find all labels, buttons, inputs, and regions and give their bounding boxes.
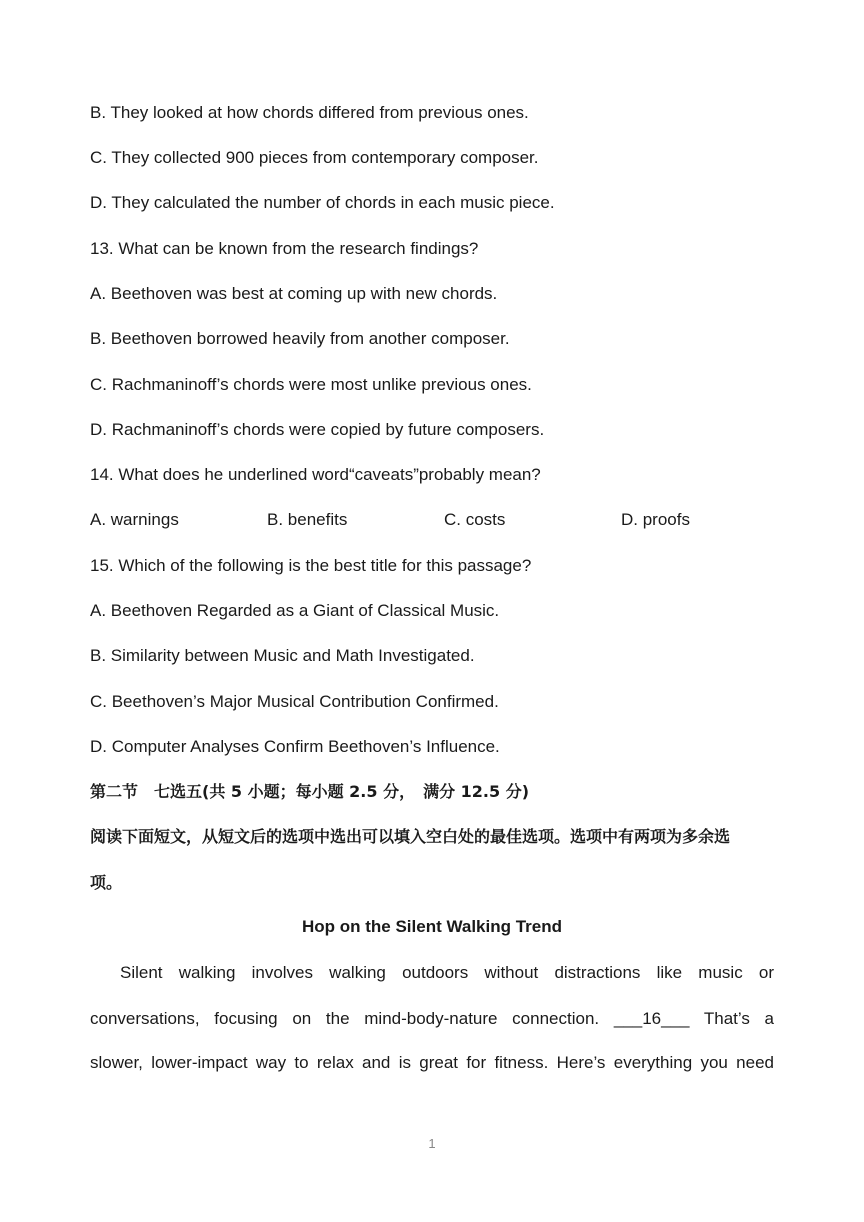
passage-line-1: Silent walking involves walking outdoors without distractions like music or	[120, 963, 774, 982]
question-15: 15. Which of the following is the best title for this passage?	[90, 556, 532, 575]
q15-option-a: A. Beethoven Regarded as a Giant of Classical Music.	[90, 601, 500, 620]
q15-option-c: C. Beethoven’s Major Musical Contribution Confirmed.	[90, 692, 499, 711]
q14-option-d: D. proofs	[621, 510, 690, 529]
passage-title: Hop on the Silent Walking Trend	[301, 917, 563, 936]
q13-option-c: C. Rachmaninoff’s chords were most unlike previous ones.	[90, 375, 532, 394]
q13-option-a: A. Beethoven was best at coming up with new chords.	[90, 284, 498, 303]
section-instruction-line1: 阅读下面短文，从短文后的选项中选出可以填入空白处的最佳选项。选项中有两项为多余选	[90, 827, 731, 846]
q13-option-b: B. Beethoven borrowed heavily from another composer.	[90, 329, 510, 348]
q15-option-b: B. Similarity between Music and Math Investigated.	[90, 646, 475, 665]
section-heading: 第二节 七选五(共 5 小题；每小题 2.5 分， 满分 12.5 分)	[90, 782, 530, 801]
q12-option-d: D. They calculated the number of chords in each music piece.	[90, 193, 555, 212]
q14-option-b: B. benefits	[267, 510, 348, 529]
section-instruction-line2: 项。	[90, 873, 123, 892]
q12-option-b: B. They looked at how chords differed from previous ones.	[90, 103, 529, 122]
passage-line-2: conversations, focusing on the mind-body-nature connection. ___16___ That’s a	[90, 1009, 774, 1028]
question-13: 13. What can be known from the research findings?	[90, 239, 479, 258]
q12-option-c: C. They collected 900 pieces from contemporary composer.	[90, 148, 539, 167]
q14-option-c: C. costs	[444, 510, 506, 529]
question-14: 14. What does he underlined word“caveats”probably mean?	[90, 465, 541, 484]
page-number: 1	[428, 1136, 436, 1151]
passage-line-3: slower, lower-impact way to relax and is great for fitness. Here’s everything you need	[90, 1053, 774, 1072]
q13-option-d: D. Rachmaninoff’s chords were copied by future composers.	[90, 420, 545, 439]
q14-option-a: A. warnings	[90, 510, 179, 529]
q15-option-d: D. Computer Analyses Confirm Beethoven’s Influence.	[90, 737, 500, 756]
